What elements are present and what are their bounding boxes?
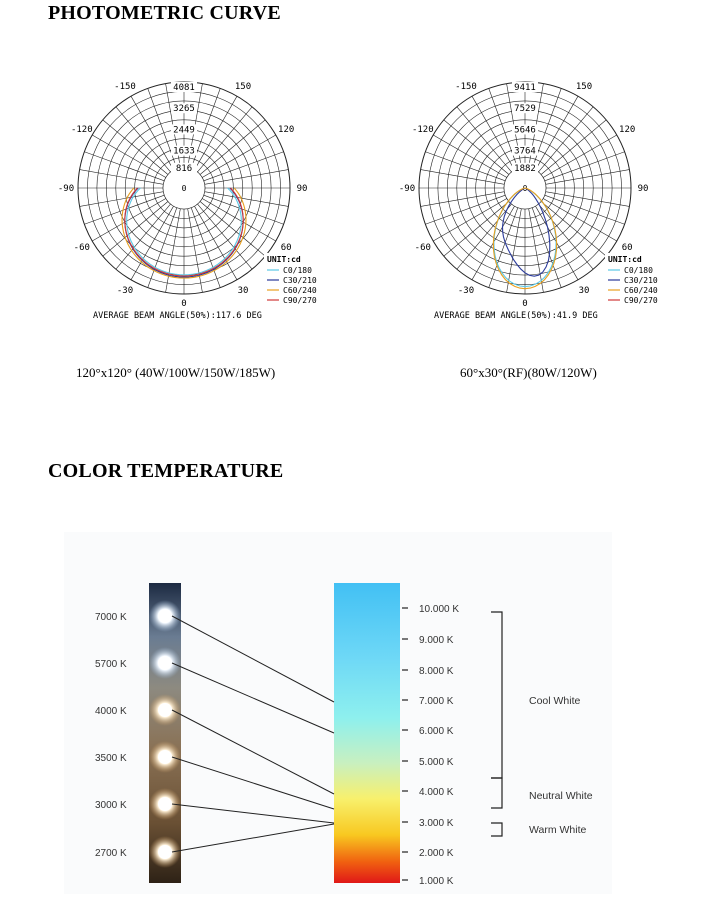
scale-label: 9.000 K	[419, 635, 454, 646]
polar-spoke	[546, 170, 630, 185]
polar-spoke	[116, 204, 171, 269]
angle-label: -120	[411, 125, 434, 135]
polar-spoke	[84, 152, 164, 181]
neutral-white-bracket	[491, 778, 502, 808]
polar-spoke	[204, 152, 284, 181]
led-kelvin-label: 4000 K	[95, 706, 127, 717]
led-kelvin-label: 2700 K	[95, 848, 127, 859]
angle-label: 90	[296, 184, 308, 194]
angle-label: -60	[73, 243, 90, 253]
beam-angle-label: AVERAGE BEAM ANGLE(50%):41.9 DEG	[434, 311, 598, 321]
polar-spoke	[195, 96, 238, 170]
polar-spoke	[421, 170, 505, 185]
ring-value-label: 7529	[514, 104, 536, 115]
scale-label: 4.000 K	[419, 787, 454, 798]
polar-spoke	[444, 120, 509, 175]
led-bulb	[158, 656, 172, 670]
angle-label: -150	[455, 81, 477, 92]
beam-angle-label: AVERAGE BEAM ANGLE(50%):117.6 DEG	[93, 311, 262, 321]
scale-label: 8.000 K	[419, 666, 454, 677]
polar-spoke	[80, 170, 164, 185]
color-scale-bar	[334, 583, 400, 883]
angle-label: 90	[637, 184, 649, 194]
polar-spoke	[197, 107, 252, 172]
scale-label: 7.000 K	[419, 696, 454, 707]
scale-label: 10.000 K	[419, 604, 460, 615]
polar-spoke	[543, 199, 617, 242]
angle-label: 150	[575, 81, 593, 92]
led-bulb	[158, 750, 172, 764]
unit-label: UNIT:cd	[267, 255, 301, 264]
polar-spoke	[444, 201, 509, 256]
polar-spoke	[545, 152, 625, 181]
polar-spoke	[541, 201, 606, 256]
angle-label: 30	[237, 286, 249, 297]
angle-label-bottom: 0	[181, 299, 187, 309]
cool-white-bracket	[491, 612, 502, 778]
polar-spoke	[92, 135, 166, 178]
led-bulb	[158, 703, 172, 717]
caption-beam-60x30: 60°x30°(RF)(80W/120W)	[460, 365, 597, 380]
connector-line	[172, 804, 334, 823]
angle-label: 60	[621, 243, 633, 253]
ring-value-label: 5646	[514, 125, 536, 136]
angle-label: -150	[114, 81, 136, 92]
led-kelvin-label: 7000 K	[95, 612, 127, 623]
angle-label: -120	[70, 125, 93, 135]
scale-label: 2.000 K	[419, 848, 454, 859]
angle-label: 150	[234, 81, 252, 92]
angle-label: 120	[619, 125, 636, 135]
polar-spoke	[188, 209, 203, 293]
ring-value-label: 3764	[514, 146, 536, 157]
polar-spoke	[538, 204, 593, 269]
polar-spoke	[205, 192, 289, 207]
legend-label: C90/270	[624, 296, 658, 305]
legend-label: C60/240	[283, 286, 317, 295]
polar-spoke	[80, 192, 164, 207]
polar-spoke	[472, 96, 515, 170]
polar-spoke	[433, 135, 507, 178]
led-kelvin-label: 3000 K	[95, 800, 127, 811]
polar-spoke	[205, 170, 289, 185]
ring-value-label: 3265	[173, 104, 195, 115]
polar-spoke	[200, 201, 265, 256]
led-kelvin-label: 3500 K	[95, 753, 127, 764]
legend-label: C0/180	[283, 266, 312, 275]
led-bulb	[158, 797, 172, 811]
angle-label: -30	[116, 286, 134, 297]
polar-spoke	[425, 152, 505, 181]
led-bulb	[158, 845, 172, 859]
polar-spoke	[200, 120, 265, 175]
polar-spoke	[202, 135, 276, 178]
angle-label-bottom: 0	[522, 299, 528, 309]
polar-spoke	[546, 192, 630, 207]
color-temperature-heading: COLOR TEMPERATURE	[48, 460, 284, 482]
connector-line	[172, 757, 334, 809]
scale-label: 1.000 K	[419, 876, 454, 887]
legend-label: C30/210	[283, 276, 317, 285]
polar-spoke	[166, 209, 181, 293]
angle-label: -90	[398, 184, 416, 194]
connector-line	[172, 616, 334, 702]
led-kelvin-label: 5700 K	[95, 659, 127, 670]
legend-label: C90/270	[283, 296, 317, 305]
led-bulb	[158, 609, 172, 623]
scale-label: 6.000 K	[419, 726, 454, 737]
photometric-heading: PHOTOMETRIC CURVE	[48, 2, 281, 24]
group-label-warm-white: Warm White	[529, 824, 587, 836]
color-temperature-diagram	[64, 532, 612, 894]
angle-label-center: 0	[522, 184, 528, 193]
angle-label: -30	[457, 286, 475, 297]
polar-spoke	[131, 96, 174, 170]
ring-value-label: 1633	[173, 146, 195, 157]
caption-beam-120: 120°x120° (40W/100W/150W/185W)	[76, 365, 276, 380]
polar-spoke	[103, 201, 168, 256]
angle-label: 60	[280, 243, 292, 253]
scale-label: 3.000 K	[419, 818, 454, 829]
angle-label: -90	[57, 184, 75, 194]
polar-spoke	[536, 96, 579, 170]
ring-value-label: 4081	[173, 83, 195, 93]
polar-chart-1	[57, 72, 317, 322]
ring-value-label: 9411	[514, 83, 536, 93]
ring-value-label: 2449	[173, 125, 195, 136]
polar-spoke	[421, 192, 505, 207]
group-label-neutral-white: Neutral White	[529, 790, 593, 802]
polar-spoke	[545, 195, 625, 224]
polar-spoke	[543, 135, 617, 178]
polar-spoke	[425, 195, 505, 224]
polar-spoke	[541, 120, 606, 175]
polar-spoke	[457, 107, 512, 172]
legend-label: C0/180	[624, 266, 653, 275]
scale-label: 5.000 K	[419, 757, 454, 768]
polar-spoke	[197, 204, 252, 269]
unit-label: UNIT:cd	[608, 255, 642, 264]
angle-label: 30	[578, 286, 590, 297]
legend-label: C30/210	[624, 276, 658, 285]
angle-label: -60	[414, 243, 431, 253]
ring-value-label: 816	[175, 163, 193, 174]
connector-line	[172, 824, 334, 852]
angle-label: 120	[278, 125, 295, 135]
group-label-cool-white: Cool White	[529, 695, 581, 707]
polar-spoke	[116, 107, 171, 172]
legend-label: C60/240	[624, 286, 658, 295]
angle-label-center: 0	[181, 184, 187, 193]
polar-chart-2	[398, 72, 658, 322]
polar-spoke	[103, 120, 168, 175]
color-temperature-graphic	[64, 532, 612, 894]
polar-spoke	[538, 107, 593, 172]
warm-white-bracket	[491, 823, 502, 836]
polar-spoke	[433, 199, 507, 242]
ring-value-label: 1882	[514, 163, 536, 174]
